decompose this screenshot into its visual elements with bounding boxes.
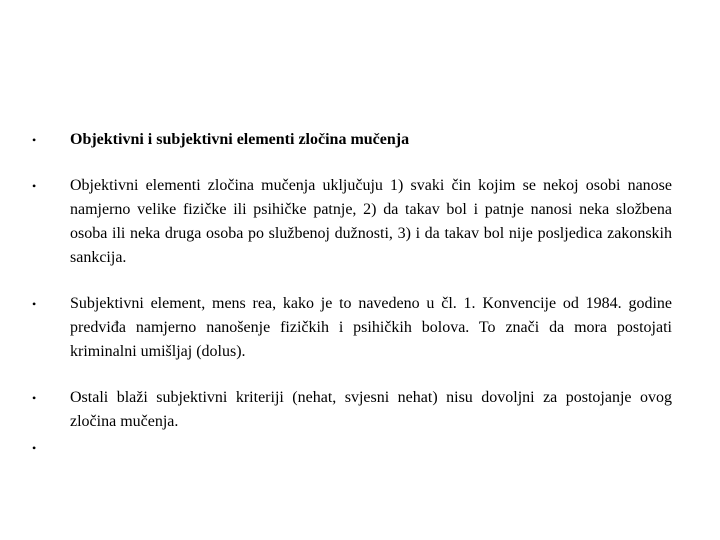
bullet-icon: • bbox=[32, 133, 37, 147]
bullet-text: Ostali blaži subjektivni kriteriji (nehat, svjesni nehat) nisu dovoljni za postojanje ovog zločina mučenja. bbox=[70, 389, 672, 430]
bullet-item-heading bbox=[32, 128, 672, 152]
bullet-list bbox=[32, 128, 672, 460]
bullet-item-objective-elements bbox=[32, 174, 672, 270]
bullet-text: Objektivni elementi zločina mučenja uključuju 1) svaki čin kojim se nekoj osobi nanose namjerno velike fizičke ili psihičke patnje, 2) da takav bol i patnje nanosi neka složbena osoba ili neka druga osoba po službenoj dužnosti, 3) i da takav bol nije posljedica zakonskih sankcija. bbox=[70, 177, 672, 266]
bullet-text: Objektivni i subjektivni elementi zločina mučenja bbox=[70, 131, 410, 148]
bullet-item-empty bbox=[32, 436, 672, 460]
bullet-icon: • bbox=[32, 297, 37, 311]
bullet-item-other-criteria bbox=[32, 386, 672, 434]
bullet-icon: • bbox=[32, 179, 37, 193]
bullet-text: Subjektivni element, mens rea, kako je to navedeno u čl. 1. Konvencije od 1984. godine predviđa namjerno nanošenje fizičkih i psihičkih bolova. To znači da mora postojati kriminalni umišljaj (dolus). bbox=[70, 295, 672, 360]
bullet-item-subjective-element bbox=[32, 292, 672, 364]
bullet-icon: • bbox=[32, 441, 37, 455]
bullet-icon: • bbox=[32, 391, 37, 405]
